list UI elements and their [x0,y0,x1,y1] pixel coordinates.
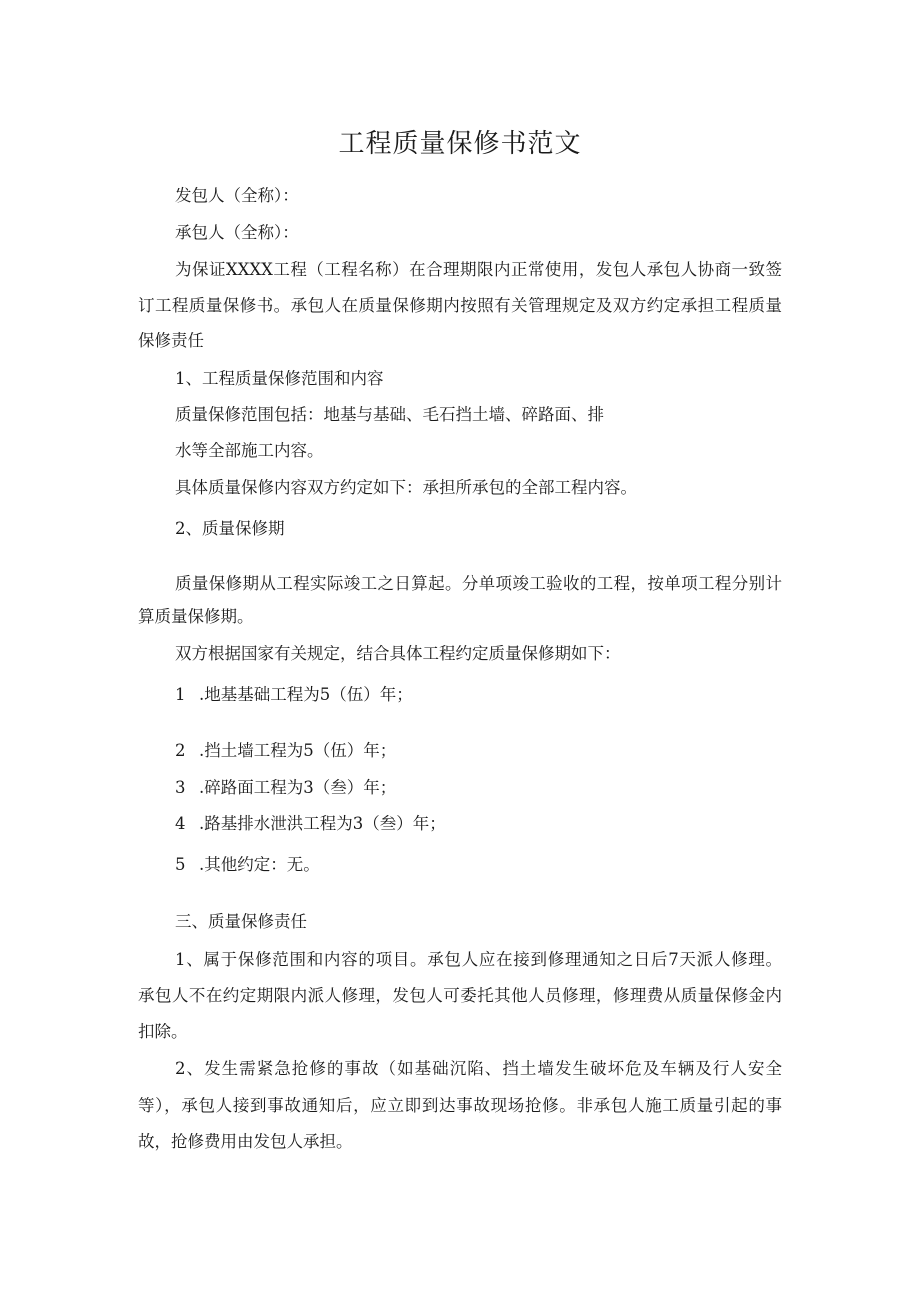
intro-line-1: 为保证XXXX工程（工程名称）在合理期限内正常使用，发包人承包人协商一致签 [175,260,782,279]
period-number: 5 [175,855,186,874]
section-3-para-2-line-2: 等），承包人接到事故通知后，应立即到达事故现场抢修。非承包人施工质量引起的事 [138,1096,782,1115]
section-3-para-2-line-1: 2、发生需紧急抢修的事故（如基础沉陷、挡土墙发生破坏危及车辆及行人安全 [175,1059,782,1078]
document-title: 工程质量保修书范文 [338,129,582,159]
period-text: .路基排水泄洪工程为3（叁）年； [199,814,446,833]
period-item [175,684,413,706]
period-number: 3 [175,778,186,797]
intro-line-3: 保修责任 [138,331,204,350]
section-3-para-2-line-3: 故，抢修费用由发包人承担。 [138,1132,353,1151]
section-3-para-1-line-1: 1、属于保修范围和内容的项目。承包人应在接到修理通知之日后7天派人修理。 [175,950,782,969]
section-2-heading: 2、质量保修期 [175,519,285,538]
section-2-text-line-3: 双方根据国家有关规定，结合具体工程约定质量保修期如下： [175,644,621,663]
period-number: 4 [175,814,186,833]
section-2-text-line-1: 质量保修期从工程实际竣工之日算起。分单项竣工验收的工程，按单项工程分别计 [175,574,782,593]
period-number: 2 [175,741,186,760]
employer-line: 发包人（全称）： [175,186,299,205]
period-text: .地基基础工程为5（伍）年； [199,685,413,704]
contractor-line: 承包人（全称）： [175,223,299,242]
section-1-scope-line-1: 质量保修范围包括：地基与基础、毛石挡土墙、碎路面、排 [175,405,604,424]
period-text: .其他约定：无。 [199,855,320,874]
section-2-text-line-2: 算质量保修期。 [138,607,254,626]
section-1-heading: 1、工程质量保修范围和内容 [175,369,384,388]
period-item [175,854,320,876]
period-number: 1 [175,685,186,704]
section-3-para-1-line-2: 承包人不在约定期限内派人修理，发包人可委托其他人员修理，修理费从质量保修金内 [138,986,782,1005]
section-1-scope-line-2: 水等全部施工内容。 [175,441,324,460]
period-item [175,777,396,799]
period-item [175,740,396,762]
intro-line-2: 订工程质量保修书。承包人在质量保修期内按照有关管理规定及双方约定承担工程质量 [138,296,782,315]
period-text: .挡土墙工程为5（伍）年； [199,741,397,760]
period-text: .碎路面工程为3（叁）年； [199,778,397,797]
section-1-content: 具体质量保修内容双方约定如下：承担所承包的全部工程内容。 [175,478,637,497]
section-3-heading: 三、质量保修责任 [175,912,307,931]
period-item [175,813,446,835]
section-3-para-1-line-3: 扣除。 [138,1022,188,1041]
